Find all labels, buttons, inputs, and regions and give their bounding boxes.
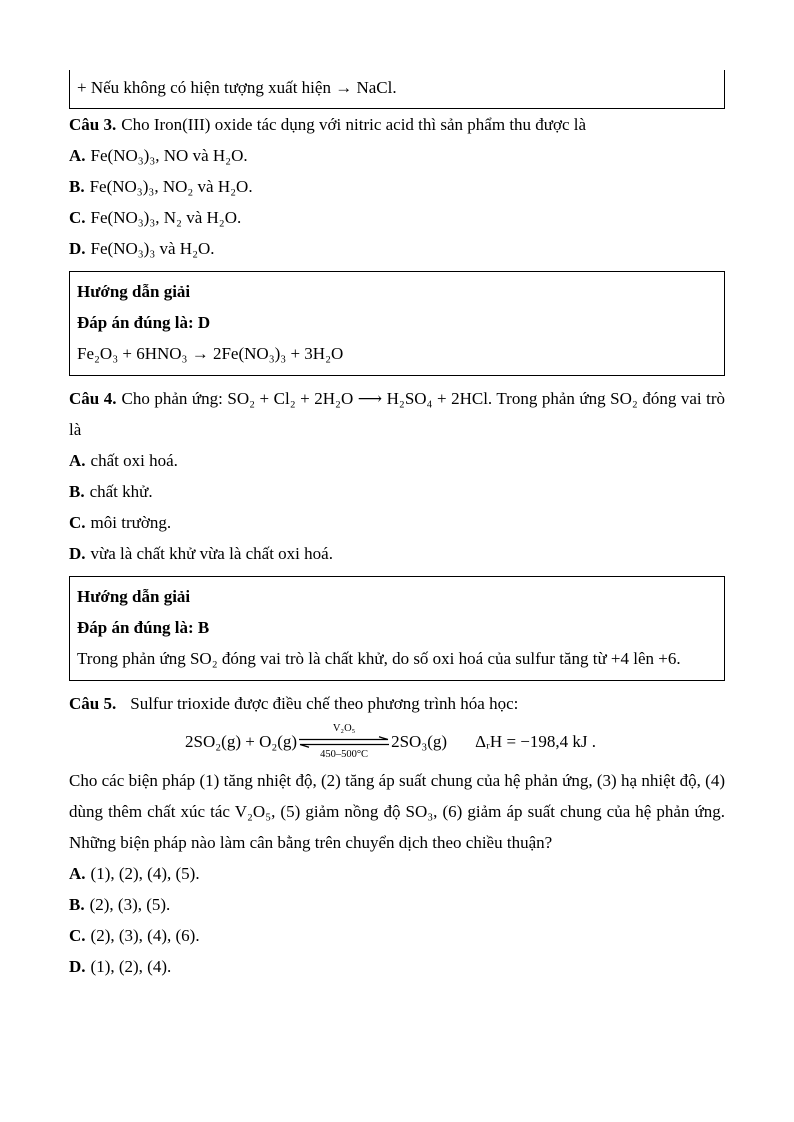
question-3-solution-box [69,271,725,376]
option-label: C. [69,208,86,227]
option-label: D. [69,239,86,258]
option-label: B. [69,895,85,914]
question-3-label: Câu 3. [69,115,117,134]
option-text: chất oxi hoá. [90,451,178,470]
solution-heading: Hướng dẫn giải [77,587,191,606]
option-text: (2), (3), (4), (6). [90,926,200,945]
solution-explanation: Trong phản ứng SO₂ đóng vai trò là chất khử, do số oxi hoá của sulfur tăng từ +4 lên +6. [77,649,681,668]
question-4-option-b [69,476,725,507]
question-3-stem [69,109,725,140]
option-text: (2), (3), (5). [89,895,171,914]
equilibrium-stack [298,723,390,761]
question-3-text: Cho Iron(III) oxide tác dụng với nitric acid thì sản phẩm thu được là [121,115,587,134]
question-5-option-d [69,951,725,982]
equilibrium-arrows-icon [298,736,390,748]
option-text: Fe(NO₃)₃, NO và H₂O. [90,146,248,165]
question-5-equation [69,719,725,765]
option-text: Fe(NO₃)₃, NO₂ và H₂O. [89,177,253,196]
option-label: A. [69,451,86,470]
option-label: C. [69,926,86,945]
solution-answer: Đáp án đúng là: D [77,313,211,332]
option-text: (1), (2), (4), (5). [90,864,200,883]
option-text: Fe(NO₃)₃, N₂ và H₂O. [90,208,242,227]
equation-catalyst: V₂O₅ [332,723,356,734]
equation-enthalpy: ΔᵣH = −198,4 kJ . [475,732,596,751]
solution-answer: Đáp án đúng là: B [77,618,210,637]
question-5-stem [69,688,725,719]
option-text: Fe(NO₃)₃ và H₂O. [90,239,215,258]
option-label: D. [69,544,86,563]
question-5-text: Sulfur trioxide được điều chế theo phương trình hóa học: [130,694,519,713]
option-text: (1), (2), (4). [90,957,172,976]
option-label: A. [69,864,86,883]
option-label: B. [69,482,85,501]
question-3-option-b [69,171,725,202]
solution-equation: Fe₂O₃ + 6HNO₃ → 2Fe(NO₃)₃ + 3H₂O [77,344,344,363]
option-text: vừa là chất khử vừa là chất oxi hoá. [90,544,333,563]
equation-right-side: 2SO₃(g) [391,732,448,751]
continuation-note-box [69,70,725,109]
option-label: C. [69,513,86,532]
question-4-text: Cho phản ứng: SO₂ + Cl₂ + 2H₂O ⟶ H₂SO₄ + 2HCl. Trong phản ứng SO₂ đóng vai trò là [69,389,725,439]
question-3-option-c [69,202,725,233]
option-text: chất khử. [89,482,153,501]
continuation-note-text: + Nếu không có hiện tượng xuất hiện → NaCl. [77,78,397,97]
question-4-solution-box [69,576,725,681]
question-4-label: Câu 4. [69,389,117,408]
solution-heading: Hướng dẫn giải [77,282,191,301]
question-4-stem [69,383,725,445]
question-3-option-a [69,140,725,171]
question-4-option-a [69,445,725,476]
question-5-option-c [69,920,725,951]
question-4-option-c [69,507,725,538]
equation-left-side: 2SO₂(g) + O₂(g) [185,732,298,751]
question-5-option-b [69,889,725,920]
option-label: B. [69,177,85,196]
equation-condition: 450–500°C [320,749,369,760]
question-5-label: Câu 5. [69,694,117,713]
option-label: A. [69,146,86,165]
option-text: môi trường. [90,513,172,532]
question-5-body: Cho các biện pháp (1) tăng nhiệt độ, (2) tăng áp suất chung của hệ phản ứng, (3) hạ nhiệt độ, (4) dùng thêm chất xúc tác V₂O₅, (5) giảm nồng độ SO₃, (6) giảm áp suất chung của hệ phản ứng. Những biện pháp nào làm cân bằng trên chuyển dịch theo chiều thuận? [69,771,725,852]
option-label: D. [69,957,86,976]
question-5-option-a [69,858,725,889]
question-3-option-d [69,233,725,264]
question-4-option-d [69,538,725,569]
